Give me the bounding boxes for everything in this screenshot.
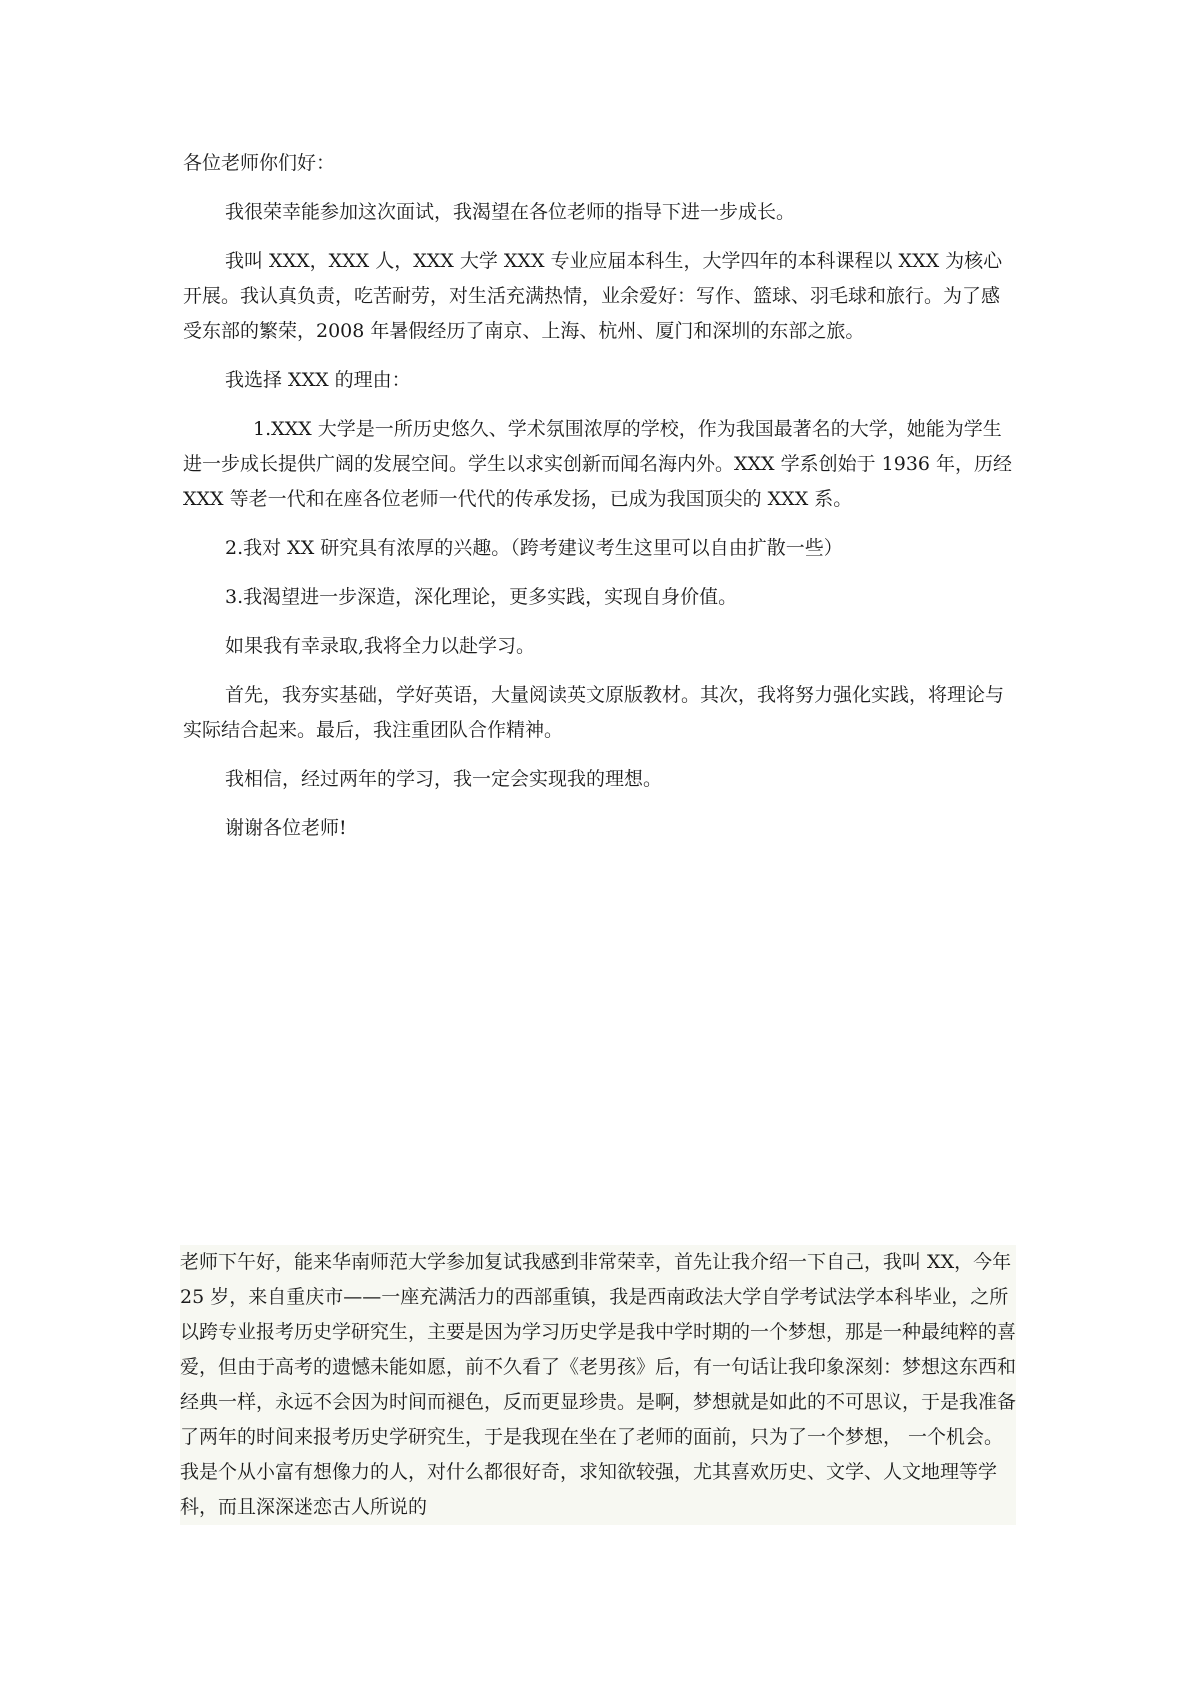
letter2-body: 老师下午好，能来华南师范大学参加复试我感到非常荣幸，首先让我介绍一下自己，我叫 XX，今年 25 岁，来自重庆市——一座充满活力的西部重镇，我是西南政法大学自学考试法学本科毕业，之所以跨专业报考历史学研究生，主要是因为学习历史学是我中学时期的一个梦想，那是一种最纯粹的喜爱，但由于高考的遗憾未能如愿，前不久看了《老男孩》后，有一句话让我印象深刻：梦想这东西和经典一样，永远不会因为时间而褪色，反而更显珍贵。是啊，梦想就是如此的不可思议，于是我准备了两年的时间来报考历史学研究生，于是我现在坐在了老师的面前，只为了一个梦想， 一个机会。我是个从小富有想像力的人，对什么都很好奇，求知欲较强，尤其喜欢历史、文学、人文地理等学科，而且深深迷恋古人所说的 (180, 1251, 1017, 1518)
greeting: 各位老师你们好： (183, 152, 336, 174)
paragraph-plan: 首先，我夯实基础，学好英语，大量阅读英文原版教材。其次，我将努力强化实践，将理论与实际结合起来。最后，我注重团队合作精神。 (183, 684, 1005, 741)
interview-letter-2 (180, 1245, 1016, 1525)
reason-item-1: 1.XXX 大学是一所历史悠久、学术氛围浓厚的学校，作为我国最著名的大学，她能为学生进一步成长提供广阔的发展空间。学生以求实创新而闻名海内外。XXX 学系创始于 1936 年，历经 XXX 等老一代和在座各位老师一代代的传承发扬，已成为我国顶尖的 XXX 系。 (183, 418, 1013, 510)
closing: 谢谢各位老师! (225, 817, 347, 839)
paragraph-plan-intro: 如果我有幸录取,我将全力以赴学习。 (225, 635, 536, 657)
paragraph-reasons-heading: 我选择 XXX 的理由： (225, 369, 411, 391)
reason-item-3: 3.我渴望进一步深造，深化理论，更多实践，实现自身价值。 (225, 586, 738, 608)
reason-item-2: 2.我对 XX 研究具有浓厚的兴趣。（跨考建议考生这里可以自由扩散一些） (225, 537, 843, 559)
paragraph-belief: 我相信，经过两年的学习，我一定会实现我的理想。 (225, 768, 663, 790)
paragraph-self: 我叫 XXX，XXX 人，XXX 大学 XXX 专业应届本科生，大学四年的本科课程以 XXX 为核心开展。我认真负责，吃苦耐劳，对生活充满热情，业余爱好：写作、篮球、羽毛球和旅行。为了感受东部的繁荣，2008 年暑假经历了南京、上海、杭州、厦门和深圳的东部之旅。 (183, 250, 1003, 342)
interview-letter-1 (183, 146, 1013, 860)
paragraph-intro: 我很荣幸能参加这次面试，我渴望在各位老师的指导下进一步成长。 (225, 201, 796, 223)
